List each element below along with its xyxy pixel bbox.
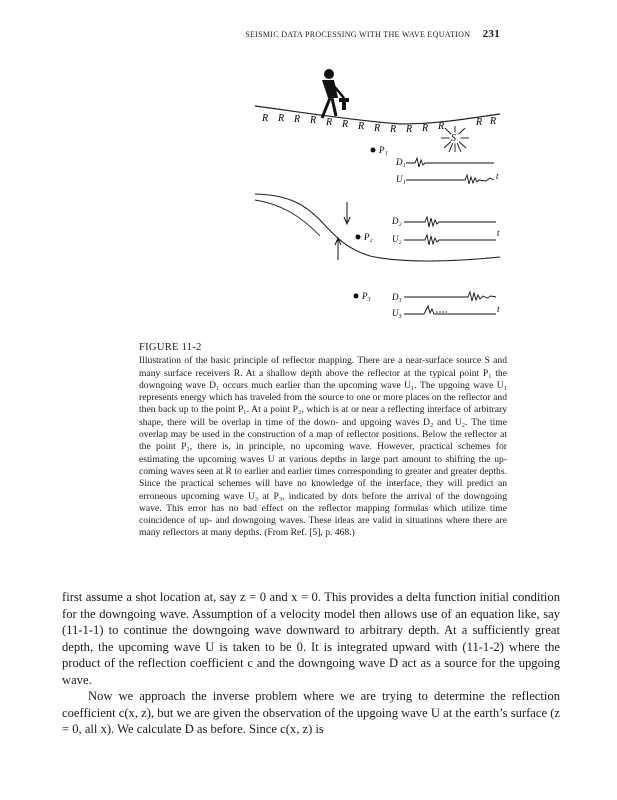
caption-text: Illustration of the basic principle of reflector mapping. There are a near-surface source S and many surface receivers R. At a shallow depth above the reflector at the typical point P₁ the downgoing wave D₁ occurs much earlier than the upcoming wave U₁. The upgoing wave U₁ represents energy which has traveled from the source to one or more places on the reflector and then back up to the point P₁. At a point P₂, which is at or near a reflecting interface of arbitrary shape, there will be overlap in time of the down- and upgoing waves D₂ and U₂. The time overlap may be used in the construction of a map of reflector positions. Below the reflector at the point P₃, there is, in principle, no upcoming wave. However, practical schemes for estimating the upcoming waves U at various depths in large part amount to shifting the up-coming waves seen at R to earlier and earlier times corresponding to greater and greater depths. Since the practical schemes will have no knowledge of the interface, they will predict an erroneous upcoming wave U₃ at P₃, indicated by dots before the arrival of the downgoing wave. This error has no bad effect on the reflector mapping formulas which utilize time coincidence of up- and downgoing waves. These ideas are valid in situations where there are many reflectors at many depths. (From Ref. [5], p. 468.) bbox=[139, 355, 507, 539]
reflector-interface bbox=[255, 194, 500, 261]
trace-u3-label: U₃ bbox=[392, 308, 402, 318]
receiver-label: R bbox=[326, 117, 333, 128]
paragraph: first assume a shot location at, say z = 0 and x = 0. This provides a delta function initial condition for the downgoing wave. Assumption of a velocity model then allows use of an equation like, say (11-1-1) to continue the downgoing wave downward to arbitrary depth. At a sufficiently great depth, the upcoming wave U is taken to be 0. It is integrated upward with (11-1-2) where the product of the reflection coefficient c and the downgoing wave D act as a source for the upgoing wave. bbox=[62, 590, 560, 687]
trace-d1-label: D₁ bbox=[396, 157, 406, 167]
receiver-label: R bbox=[278, 113, 285, 124]
trace-u1-label: U₁ bbox=[396, 174, 406, 184]
point-p2-label: P₂ bbox=[364, 232, 373, 242]
trace-d1 bbox=[406, 158, 494, 167]
trace-d2-label: D₂ bbox=[392, 216, 402, 226]
receiver-label: R bbox=[490, 116, 497, 127]
receiver-label: R bbox=[476, 117, 483, 128]
trace-u2-label: U₂ bbox=[392, 234, 402, 244]
operator-figure bbox=[322, 69, 349, 118]
erroneous-prediction-dots bbox=[436, 311, 446, 312]
trace-d3-label: D₃ bbox=[392, 292, 402, 302]
figure-11-2 bbox=[0, 0, 617, 340]
point-p1-dot bbox=[371, 148, 376, 153]
reflector-inner-line bbox=[255, 200, 320, 236]
point-p1-label: P₁ bbox=[379, 145, 388, 155]
wave-arrows bbox=[335, 202, 350, 260]
figure-caption bbox=[139, 342, 507, 540]
receiver-label: R bbox=[422, 123, 429, 134]
trace-u2 bbox=[404, 235, 496, 245]
running-title: SEISMIC DATA PROCESSING WITH THE WAVE EQUATION bbox=[245, 30, 471, 39]
time-axis-label: t bbox=[497, 304, 500, 314]
receiver-label: R bbox=[374, 123, 381, 134]
trace-u3 bbox=[404, 306, 496, 314]
source-label: S bbox=[451, 133, 456, 144]
page-number: 231 bbox=[482, 28, 500, 40]
paragraph: Now we approach the inverse problem where we are trying to determine the reflection coefficient c(x, z), but we are given the observation of the upgoing wave U at the earth’s surface (z = 0, all x). We calculate D as before. Since c(x, z) is bbox=[62, 689, 560, 736]
figure-label: FIGURE 11-2 bbox=[139, 342, 202, 353]
time-axis-label: t bbox=[496, 171, 499, 181]
receiver-label: R bbox=[294, 114, 301, 125]
trace-u1 bbox=[406, 175, 494, 184]
trace-d3 bbox=[404, 292, 496, 301]
receiver-label: R bbox=[406, 124, 413, 135]
time-axis-label: t bbox=[497, 228, 500, 238]
receiver-label: R bbox=[342, 119, 349, 130]
source-burst bbox=[441, 126, 469, 152]
receiver-label: R bbox=[390, 124, 397, 135]
point-p3-label: P₃ bbox=[362, 291, 371, 301]
receiver-label: R bbox=[310, 115, 317, 126]
receiver-label: R bbox=[438, 121, 445, 132]
point-p2-dot bbox=[356, 235, 361, 240]
receiver-label: R bbox=[358, 121, 365, 132]
body-text bbox=[62, 589, 560, 738]
receiver-label: R bbox=[262, 113, 269, 124]
trace-d2 bbox=[404, 217, 496, 227]
earth-surface-line bbox=[255, 106, 500, 124]
point-p3-dot bbox=[354, 294, 359, 299]
